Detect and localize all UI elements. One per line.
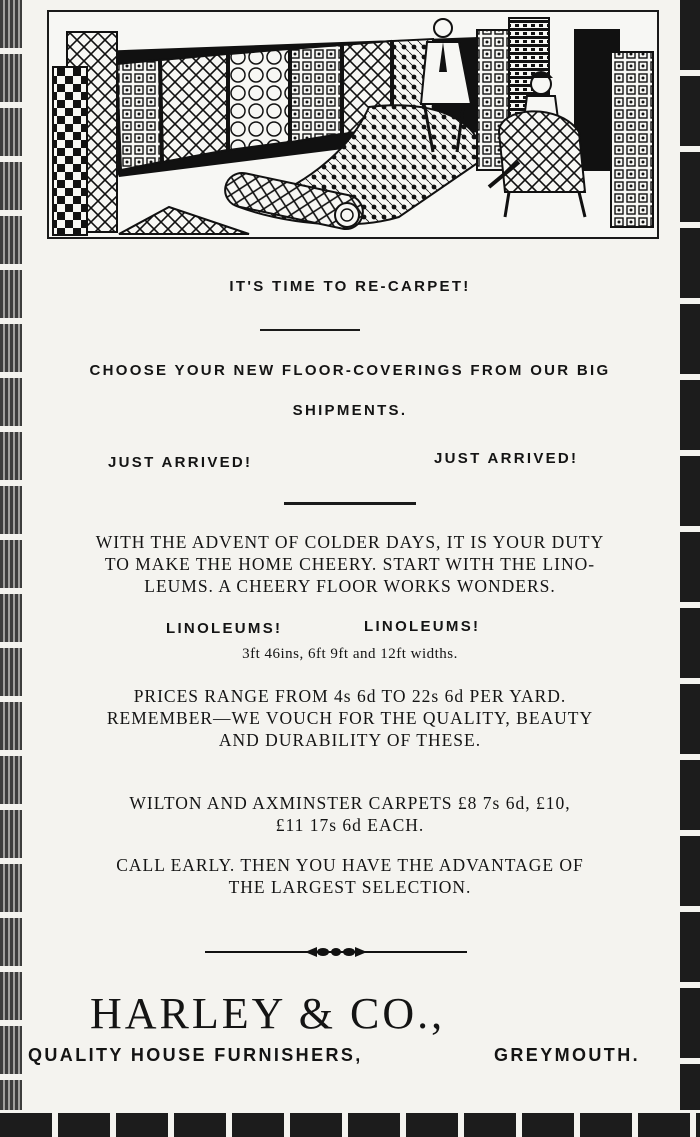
choose-line-1: CHOOSE YOUR NEW FLOOR-COVERINGS FROM OUR BIG — [89, 362, 611, 379]
company-name: HARLEY & CO., — [90, 989, 446, 1038]
linoleums-right: LINOLEUMS! — [364, 618, 481, 635]
prices-line-2: REMEMBER—WE VOUCH FOR THE QUALITY, BEAUTY — [106, 708, 594, 728]
left-ornamental-border — [0, 0, 22, 1110]
advent-line-1: WITH THE ADVENT OF COLDER DAYS, IT IS YOUR DUTY — [95, 532, 605, 552]
divider-medium — [284, 502, 416, 505]
linoleums-left: LINOLEUMS! — [166, 620, 283, 637]
right-ornamental-border — [680, 0, 700, 1110]
call-line-2: THE LARGEST SELECTION. — [228, 877, 472, 897]
company-tagline: QUALITY HOUSE FURNISHERS, — [28, 1045, 363, 1065]
just-arrived-right: JUST ARRIVED! — [434, 450, 579, 467]
just-arrived-left: JUST ARRIVED! — [108, 454, 253, 471]
advent-line-3: LEUMS. A CHEERY FLOOR WORKS WONDERS. — [144, 576, 556, 596]
choose-line-2: SHIPMENTS. — [292, 402, 408, 419]
linoleum-widths: 3ft 46ins, 6ft 9ft and 12ft widths. — [242, 646, 458, 662]
company-town: GREYMOUTH. — [494, 1045, 641, 1065]
carpets-line-2: £11 17s 6d EACH. — [275, 815, 425, 835]
advent-line-2: TO MAKE THE HOME CHEERY. START WITH THE LINO- — [104, 554, 596, 574]
bottom-ornamental-border — [0, 1113, 700, 1137]
divider-short — [260, 329, 360, 331]
carpet-showroom-illustration — [47, 10, 659, 239]
prices-line-3: AND DURABILITY OF THESE. — [218, 730, 482, 750]
prices-line-1: PRICES RANGE FROM 4s 6d TO 22s 6d PER YARD. — [133, 686, 567, 706]
carpets-line-1: WILTON AND AXMINSTER CARPETS £8 7s 6d, £10, — [129, 793, 571, 813]
headline: IT'S TIME TO RE-CARPET! — [229, 278, 471, 295]
call-line-1: CALL EARLY. THEN YOU HAVE THE ADVANTAGE OF — [116, 855, 584, 875]
ornamental-divider — [205, 944, 467, 960]
